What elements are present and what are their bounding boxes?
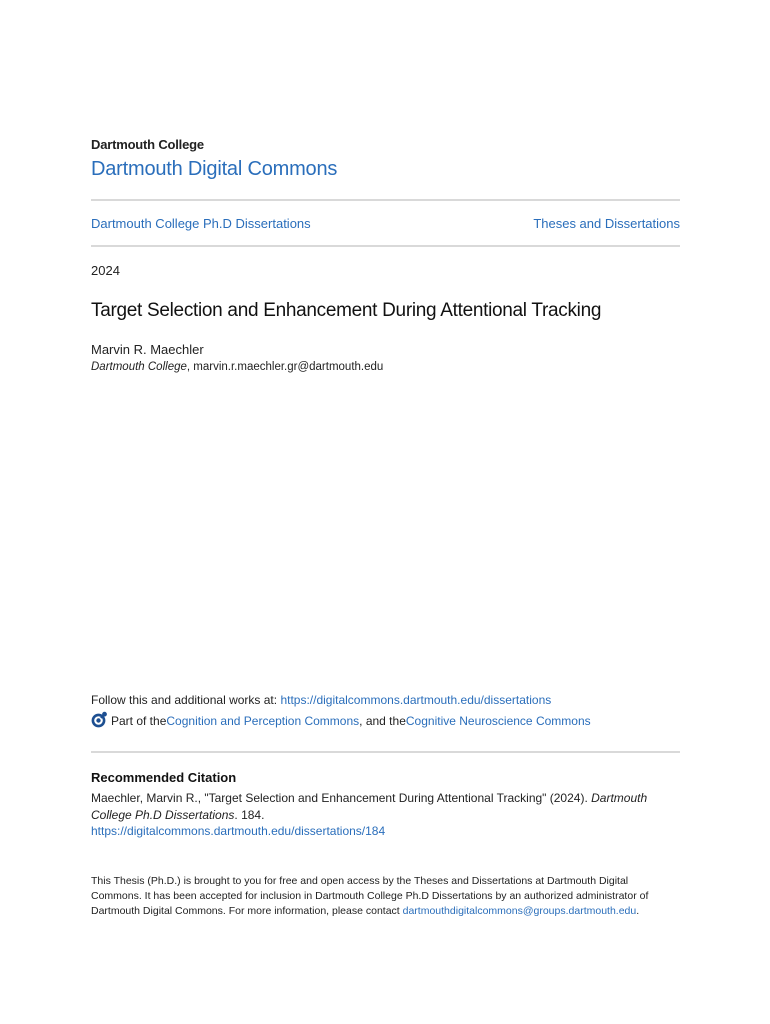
part-of-prefix: Part of the	[111, 713, 167, 728]
contact-email-link[interactable]: dartmouthdigitalcommons@groups.dartmouth.edu	[402, 904, 637, 917]
author-name: Marvin R. Maechler	[91, 342, 204, 357]
divider-nav	[91, 245, 680, 247]
document-title: Target Selection and Enhancement During Attentional Tracking	[91, 300, 602, 321]
citation-series: Dartmouth College Ph.D Dissertations	[91, 791, 648, 822]
follow-line	[91, 693, 551, 707]
author-affiliation	[91, 361, 383, 373]
affiliation-email: , marvin.r.maechler.gr@dartmouth.edu	[186, 361, 384, 373]
series-link[interactable]: Dartmouth College Ph.D Dissertations	[91, 216, 311, 231]
divider-citation	[91, 751, 680, 753]
repository-link[interactable]: Dartmouth Digital Commons	[91, 158, 338, 180]
citation-end: . 184.	[234, 807, 265, 822]
collection-link[interactable]: Theses and Dissertations	[533, 216, 680, 231]
access-notice	[91, 874, 680, 918]
dissertations-url-link[interactable]: https://digitalcommons.dartmouth.edu/dissertations	[280, 693, 552, 707]
cover-page	[91, 0, 680, 1024]
citation-plain: Maechler, Marvin R., "Target Selection and Enhancement During Attentional Tracking" (2024).	[91, 791, 592, 805]
cognition-perception-commons-link[interactable]: Cognition and Perception Commons	[166, 713, 360, 728]
publication-year: 2024	[91, 263, 120, 278]
affiliation-institution: Dartmouth College	[91, 361, 187, 373]
follow-prefix: Follow this and additional works at:	[91, 693, 281, 707]
citation-url-link[interactable]: https://digitalcommons.dartmouth.edu/dissertations/184	[91, 824, 386, 838]
institution-name: Dartmouth College	[91, 137, 204, 152]
divider-top	[91, 199, 680, 201]
cognitive-neuroscience-commons-link[interactable]: Cognitive Neuroscience Commons	[405, 713, 591, 728]
notice-end: .	[636, 904, 640, 917]
part-of-line	[91, 713, 591, 728]
network-commons-icon	[91, 711, 108, 728]
citation-heading: Recommended Citation	[91, 770, 237, 785]
part-of-middle: , and the	[359, 713, 406, 728]
citation-text	[91, 790, 680, 823]
notice-text: This Thesis (Ph.D.) is brought to you for free and open access by the Theses and Dissertations at Dartmouth Digital Commons. It has been accepted for inclusion in Dartmouth College Ph.D Dissertations by an authorized administrator of Dartmouth Digital Commons. For more information, please contact	[91, 875, 649, 917]
